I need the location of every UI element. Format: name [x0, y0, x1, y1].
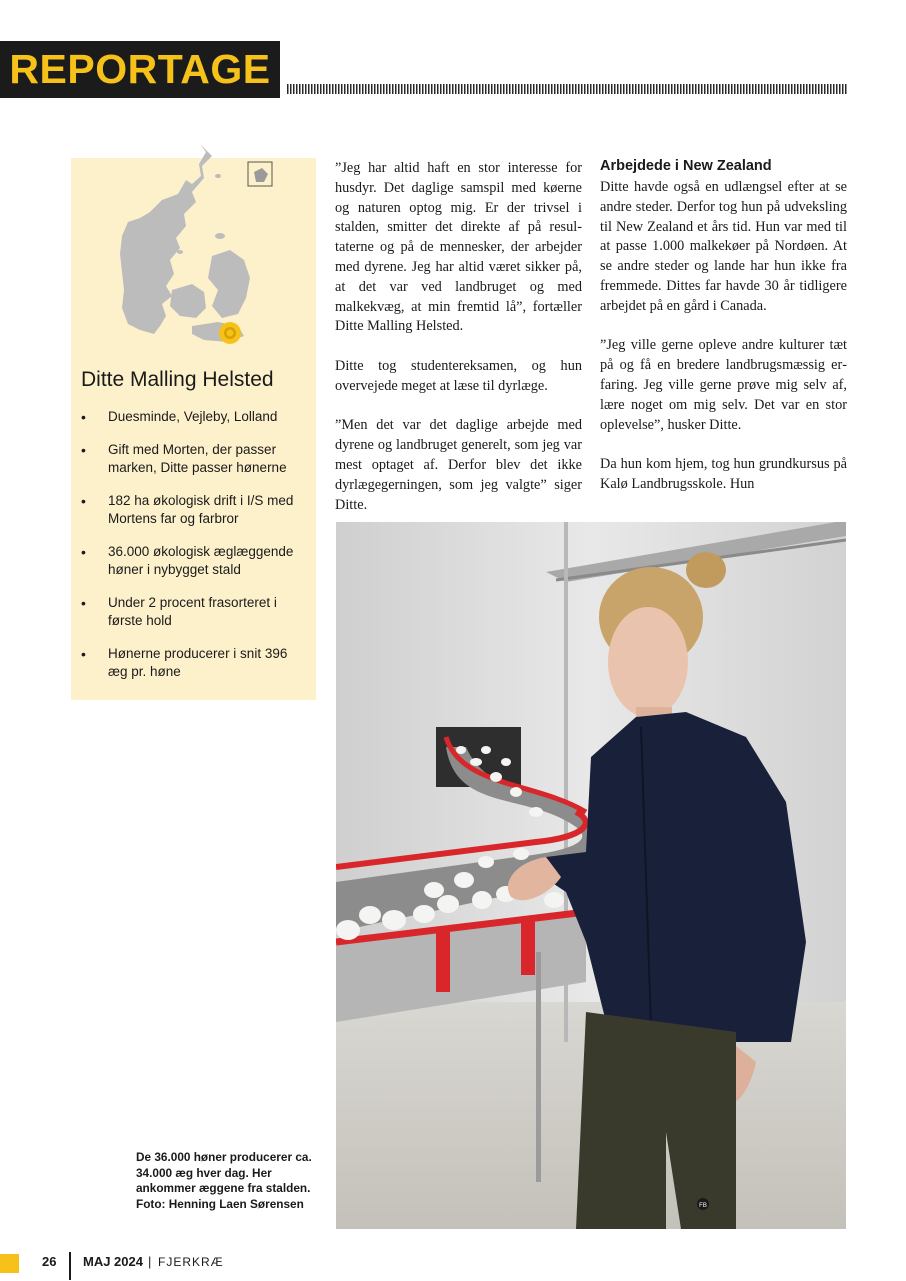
photo-caption: De 36.000 høner producerer ca. 34.000 æg hver dag. Her ankommer æggene fra stalden. Foto: Henning Laen Sørensen — [136, 1150, 312, 1211]
paragraph: ”Jeg har altid haft en stor interesse for husdyr. Det daglige samspil med køerne og naturen optog mig. Er der trivsel i stalden, smitter det direkte af på resultaterne og på de mennesker, der arbejder med dyrene. Jeg har altid været sikker på, at det var ved landbruget og med malkekvæg, at min fremtid lå”, fortæller Ditte Malling Helsted. — [335, 160, 582, 335]
fact-item: • Under 2 procent frasorteret i første hold — [78, 594, 310, 630]
fact-item: • Gift med Morten, der passer marken, Ditte passer hønerne — [78, 441, 310, 477]
fact-item: • Duesminde, Vejleby, Lolland — [78, 408, 310, 426]
magazine-name: FJERKRÆ — [158, 1255, 224, 1269]
issue-date: MAJ 2024 — [83, 1254, 143, 1269]
header-dotted-rule — [287, 84, 847, 94]
fact-item: • Hønerne producerer i snit 396 æg pr. høne — [78, 645, 310, 681]
fact-item: • 36.000 økologisk æglæggende høner i nybygget stald — [78, 543, 310, 579]
fact-item: • 182 ha økologisk drift i I/S med Mortens far og farbror — [78, 492, 310, 528]
section-title: REPORTAGE — [9, 46, 271, 92]
footer-divider — [69, 1252, 71, 1280]
paragraph: ”Jeg ville gerne opleve andre kulturer tæt på og få en bredere landbrugsmæssig erfaring. Jeg ville gerne prøve mig selv af, lære noget om mig selv. Det var en stor oplevelse”, husker Ditte. — [600, 337, 847, 433]
denmark-map — [100, 140, 290, 355]
photo-credit-mark: FB — [699, 1203, 707, 1209]
paragraph: Ditte havde også en udlængsel efter at se andre steder. Derfor tog hun på udveksling til New Zealand et års tid. Hun var med til at passe 1.000 malkekøer på Nordøen. At se andre steder og lande har hun ikke fra fremmede. Dittes far havde 30 år tidligere arbejdet på en gård i Canada. — [600, 179, 847, 314]
page-number: 26 — [42, 1254, 57, 1269]
article-column-2 — [600, 156, 847, 515]
paragraph: ”Men det var det daglige arbejde med dyrene og landbruget generelt, som jeg var mest optaget af. Derfor blev det ikke dyrlægegerningen, som jeg valgte” siger Ditte. — [335, 417, 582, 513]
article-column-1 — [335, 159, 582, 535]
paragraph: Da hun kom hjem, tog hun grundkursus på Kalø Landbrugsskole. Hun — [600, 456, 847, 492]
fact-box-name: Ditte Malling Helsted — [81, 368, 274, 391]
article-photo — [336, 522, 846, 1229]
paragraph: Ditte tog studentereksamen, og hun overvejede meget at læse til dyrlæge. — [335, 357, 582, 394]
fact-list — [78, 408, 310, 696]
subheading: Arbejdede i New Zealand — [600, 158, 772, 174]
footer-separator: | — [148, 1254, 152, 1269]
footer-accent-square — [0, 1254, 19, 1273]
